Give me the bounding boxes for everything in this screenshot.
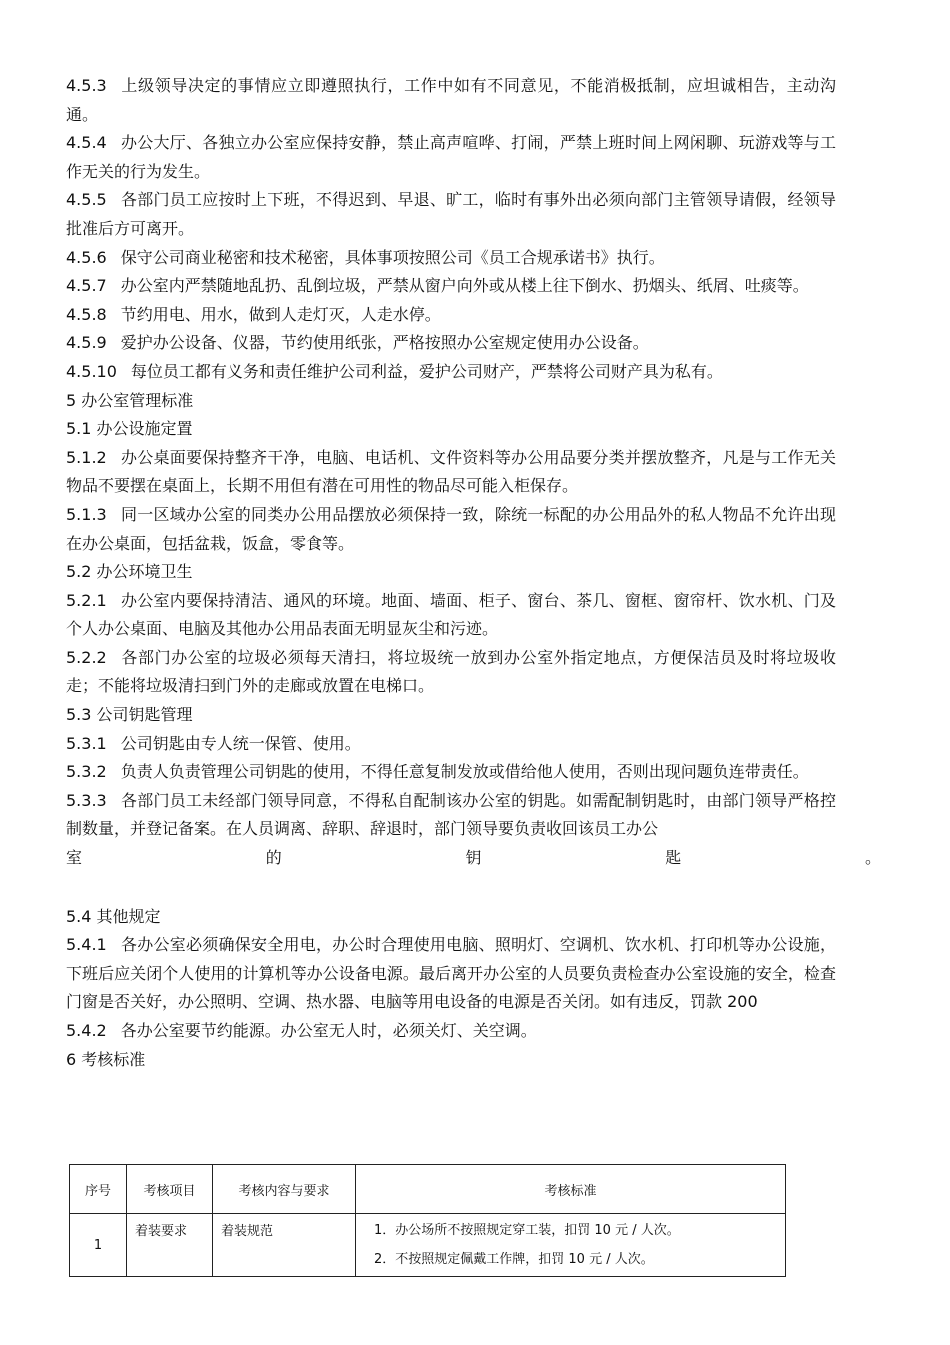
paragraph-4-5-7: 4.5.7 办公室内严禁随地乱扔、乱倒垃圾，严禁从窗户向外或从楼上往下倒水、扔烟头、纸屑、吐痰等。 bbox=[66, 276, 809, 296]
paragraph-5-4-2: 5.4.2 各办公室要节约能源。办公室无人时，必须关灯、关空调。 bbox=[66, 1021, 537, 1040]
paragraph-5-1-3: 5.1.3 同一区域办公室的同类办公用品摆放必须保持一致，除统一标配的办公用品外的私人物品不允许出现在办公桌面，包括盆栽，饭盒，零食等。 bbox=[66, 504, 836, 553]
table-cell-index: 1 bbox=[70, 1214, 127, 1277]
paragraph-4-5-5: 4.5.5 各部门员工应按时上下班，不得迟到、早退、旷工，临时有事外出必须向部门主管领导请假，经领导批准后方可离开。 bbox=[66, 190, 836, 238]
paragraph-5-4-1: 5.4.1 各办公室必须确保安全用电，办公时合理使用电脑、照明灯、空调机、饮水机、打印机等办公设施，下班后应关闭个人使用的计算机等办公设备电源。最后离开办公室的人员要负责检查办公室设施的安全，检查门窗是否关好，办公照明、空调、热水器、电脑等用电设备的电源是否关闭。如有违反，罚款 200 bbox=[66, 935, 836, 1012]
paragraph-4-5-4: 4.5.4 办公大厅、各独立办公室应保持安静，禁止高声喧哗、打闹，严禁上班时间上网闲聊、玩游戏等与工作无关的行为发生。 bbox=[66, 133, 836, 181]
assessment-table bbox=[69, 1164, 786, 1277]
paragraph-4-5-8: 4.5.8 节约用电、用水，做到人走灯灭，人走水停。 bbox=[66, 304, 441, 324]
section-heading-5-1: 5.1 办公设施定置 bbox=[66, 419, 193, 439]
table-row bbox=[70, 1214, 786, 1277]
paragraph-5-3-3: 5.3.3 各部门员工未经部门领导同意，不得私自配制该办公室的钥匙。如需配制钥匙时，由部门领导严格控制数量，并登记备案。在人员调离、辞职、辞退时，部门领导要负责收回该员工办公 bbox=[66, 790, 836, 839]
paragraph-4-5-3: 4.5.3 上级领导决定的事情应立即遵照执行，工作中如有不同意见，不能消极抵制，应坦诚相告，主动沟通。 bbox=[66, 76, 836, 124]
paragraph-5-2-1: 5.2.1 办公室内要保持清洁、通风的环境。地面、墙面、柜子、窗台、茶几、窗框、窗帘杆、饮水机、门及个人办公桌面、电脑及其他办公用品表面无明显灰尘和污迹。 bbox=[66, 590, 836, 639]
spacer bbox=[66, 873, 836, 903]
table-header-row bbox=[70, 1165, 786, 1214]
table-cell-item: 着装要求 bbox=[127, 1214, 213, 1277]
section-heading-5-2: 5.2 办公环境卫生 bbox=[66, 562, 193, 582]
paragraph-5-1-2: 5.1.2 办公桌面要保持整齐干净，电脑、电话机、文件资料等办公用品要分类并摆放整齐，凡是与工作无关物品不要摆在桌面上，长期不用但有潜在可用性的物品尽可能入柜保存。 bbox=[66, 447, 836, 496]
criteria-line: 1．办公场所不按照规定穿工装，扣罚 10 元 / 人次。 bbox=[374, 1223, 680, 1238]
section-heading-5-3: 5.3 公司钥匙管理 bbox=[66, 705, 193, 725]
paragraph-5-2-2: 5.2.2 各部门办公室的垃圾必须每天清扫，将垃圾统一放到办公室外指定地点，方便保洁员及时将垃圾收走；不能将垃圾清扫到门外的走廊或放置在电梯口。 bbox=[66, 647, 836, 696]
table-header-cell: 考核内容与要求 bbox=[213, 1165, 356, 1214]
section-heading-5-4: 5.4 其他规定 bbox=[66, 906, 161, 926]
table-header-cell: 序号 bbox=[70, 1165, 127, 1214]
table-header-cell: 考核标准 bbox=[356, 1165, 786, 1214]
table-cell-criteria bbox=[356, 1214, 786, 1277]
section-heading-6: 6 考核标准 bbox=[66, 1049, 146, 1069]
document-body bbox=[66, 72, 881, 1074]
paragraph-4-5-6: 4.5.6 保守公司商业秘密和技术秘密，具体事项按照公司《员工合规承诺书》执行。 bbox=[66, 247, 665, 267]
section-heading-5: 5 办公室管理标准 bbox=[66, 390, 194, 410]
criteria-line: 2．不按照规定佩戴工作牌，扣罚 10 元 / 人次。 bbox=[374, 1252, 654, 1267]
paragraph-4-5-9: 4.5.9 爱护办公设备、仪器，节约使用纸张，严格按照办公室规定使用办公设备。 bbox=[66, 333, 649, 353]
paragraph-5-3-1: 5.3.1 公司钥匙由专人统一保管、使用。 bbox=[66, 733, 361, 753]
paragraph-4-5-10: 4.5.10 每位员工都有义务和责任维护公司利益，爱护公司财产，严禁将公司财产具为私有。 bbox=[66, 361, 723, 381]
paragraph-5-3-2: 5.3.2 负责人负责管理公司钥匙的使用，不得任意复制发放或借给他人使用，否则出现问题负连带责任。 bbox=[66, 762, 809, 782]
table-cell-content: 着装规范 bbox=[213, 1214, 356, 1277]
table-header-cell: 考核项目 bbox=[127, 1165, 213, 1214]
paragraph-5-3-3-tail: 室 的 钥 匙 。 bbox=[66, 848, 881, 868]
